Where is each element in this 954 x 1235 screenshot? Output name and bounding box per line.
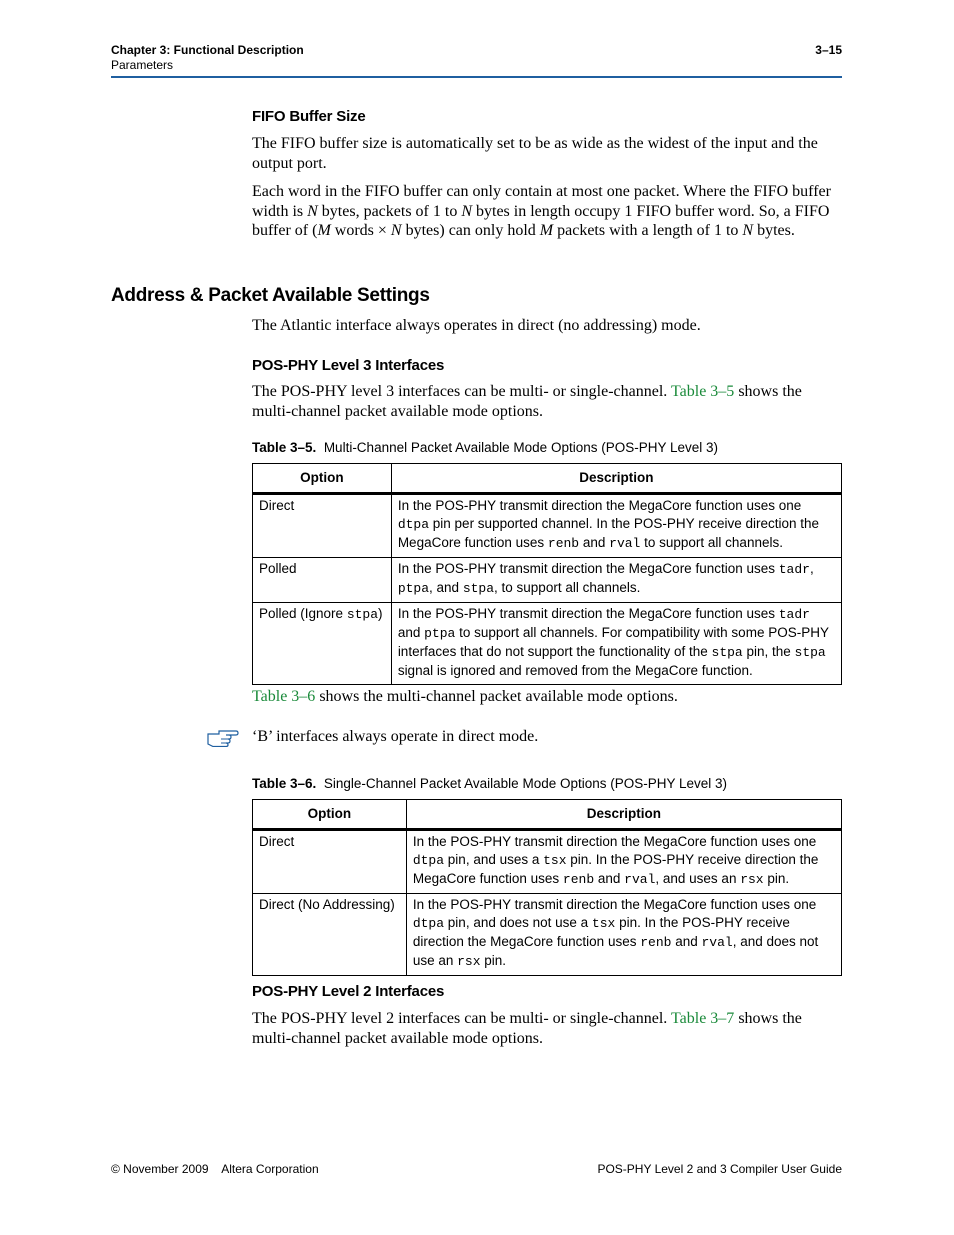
description-cell: In the POS-PHY transmit direction the MegaCore function uses one dtpa pin, and does not use a tsx pin. In the POS-PHY receive direction the MegaCore function uses renb and rval, and does not use an rsx pin. <box>406 894 841 976</box>
header-rule <box>111 76 842 78</box>
column-header-option: Option <box>253 800 407 830</box>
note-text: ‘B’ interfaces always operate in direct mode. <box>252 728 539 745</box>
column-header-description: Description <box>391 464 841 494</box>
fifo-heading: FIFO Buffer Size <box>252 108 366 125</box>
footer-copyright: © November 2009 Altera Corporation <box>111 1162 319 1176</box>
fifo-paragraph-1: The FIFO buffer size is automatically set to be as wide as the widest of the input and the output port. <box>252 135 818 172</box>
fifo-paragraph-2: Each word in the FIFO buffer can only contain at most one packet. Where the FIFO buffer width is N bytes, packets of 1 to N bytes in length occupy 1 FIFO buffer word. So, a FIFO buffer of (M words × N bytes) can only hold M packets with a length of 1 to N bytes. <box>252 183 831 239</box>
running-header-chapter: Chapter 3: Functional Description <box>111 43 304 57</box>
description-cell: In the POS-PHY transmit direction the MegaCore function uses one dtpa pin per supported channel. In the POS-PHY receive direction the MegaCore function uses renb and rval to support all channels. <box>391 494 841 558</box>
footer-guide-title: POS-PHY Level 2 and 3 Compiler User Guide <box>597 1162 842 1176</box>
table-row <box>253 494 842 558</box>
column-header-description: Description <box>406 800 841 830</box>
level2-heading: POS-PHY Level 2 Interfaces <box>252 983 445 1000</box>
table-row <box>253 830 842 894</box>
level2-paragraph: The POS-PHY level 2 interfaces can be multi- or single-channel. Table 3–7 shows the multi-channel packet available mode options. <box>252 1010 802 1047</box>
description-cell: In the POS-PHY transmit direction the MegaCore function uses one dtpa pin, and uses a tsx pin. In the POS-PHY receive direction the MegaCore function uses renb and rval, and uses an rsx pin. <box>406 830 841 894</box>
table-row <box>253 558 842 603</box>
table-3-6-link[interactable]: Table 3–6 <box>252 688 316 705</box>
table-row <box>253 894 842 976</box>
pointing-hand-icon <box>207 727 239 747</box>
table-3-7-link[interactable]: Table 3–7 <box>671 1010 735 1027</box>
table-3-6 <box>252 799 842 976</box>
option-cell: Direct <box>253 494 392 558</box>
running-header-section: Parameters <box>111 58 174 72</box>
table-3-5-caption: Table 3–5. Multi-Channel Packet Available Mode Options (POS-PHY Level 3) <box>252 440 719 455</box>
option-cell: Direct (No Addressing) <box>253 894 407 976</box>
table-3-5 <box>252 463 842 685</box>
option-cell: Direct <box>253 830 407 894</box>
table-3-6-intro: Table 3–6 shows the multi-channel packet available mode options. <box>252 688 678 705</box>
description-cell: In the POS-PHY transmit direction the MegaCore function uses tadr and ptpa to support all channels. For compatibility with some POS-PHY interfaces that do not support the functionality of the stpa pin, the stpa signal is ignored and removed from the MegaCore function. <box>391 603 841 685</box>
address-section-heading: Address & Packet Available Settings <box>111 285 430 306</box>
column-header-option: Option <box>253 464 392 494</box>
table-row <box>253 603 842 685</box>
page-number: 3–15 <box>815 43 842 57</box>
option-cell: Polled <box>253 558 392 603</box>
description-cell: In the POS-PHY transmit direction the MegaCore function uses tadr, ptpa, and stpa, to support all channels. <box>391 558 841 603</box>
table-3-6-caption: Table 3–6. Single-Channel Packet Available Mode Options (POS-PHY Level 3) <box>252 776 728 791</box>
option-cell: Polled (Ignore stpa) <box>253 603 392 685</box>
address-paragraph: The Atlantic interface always operates in direct (no addressing) mode. <box>252 317 701 334</box>
table-3-5-link[interactable]: Table 3–5 <box>671 383 735 400</box>
level3-paragraph: The POS-PHY level 3 interfaces can be multi- or single-channel. Table 3–5 shows the multi-channel packet available mode options. <box>252 383 802 420</box>
level3-heading: POS-PHY Level 3 Interfaces <box>252 357 445 374</box>
